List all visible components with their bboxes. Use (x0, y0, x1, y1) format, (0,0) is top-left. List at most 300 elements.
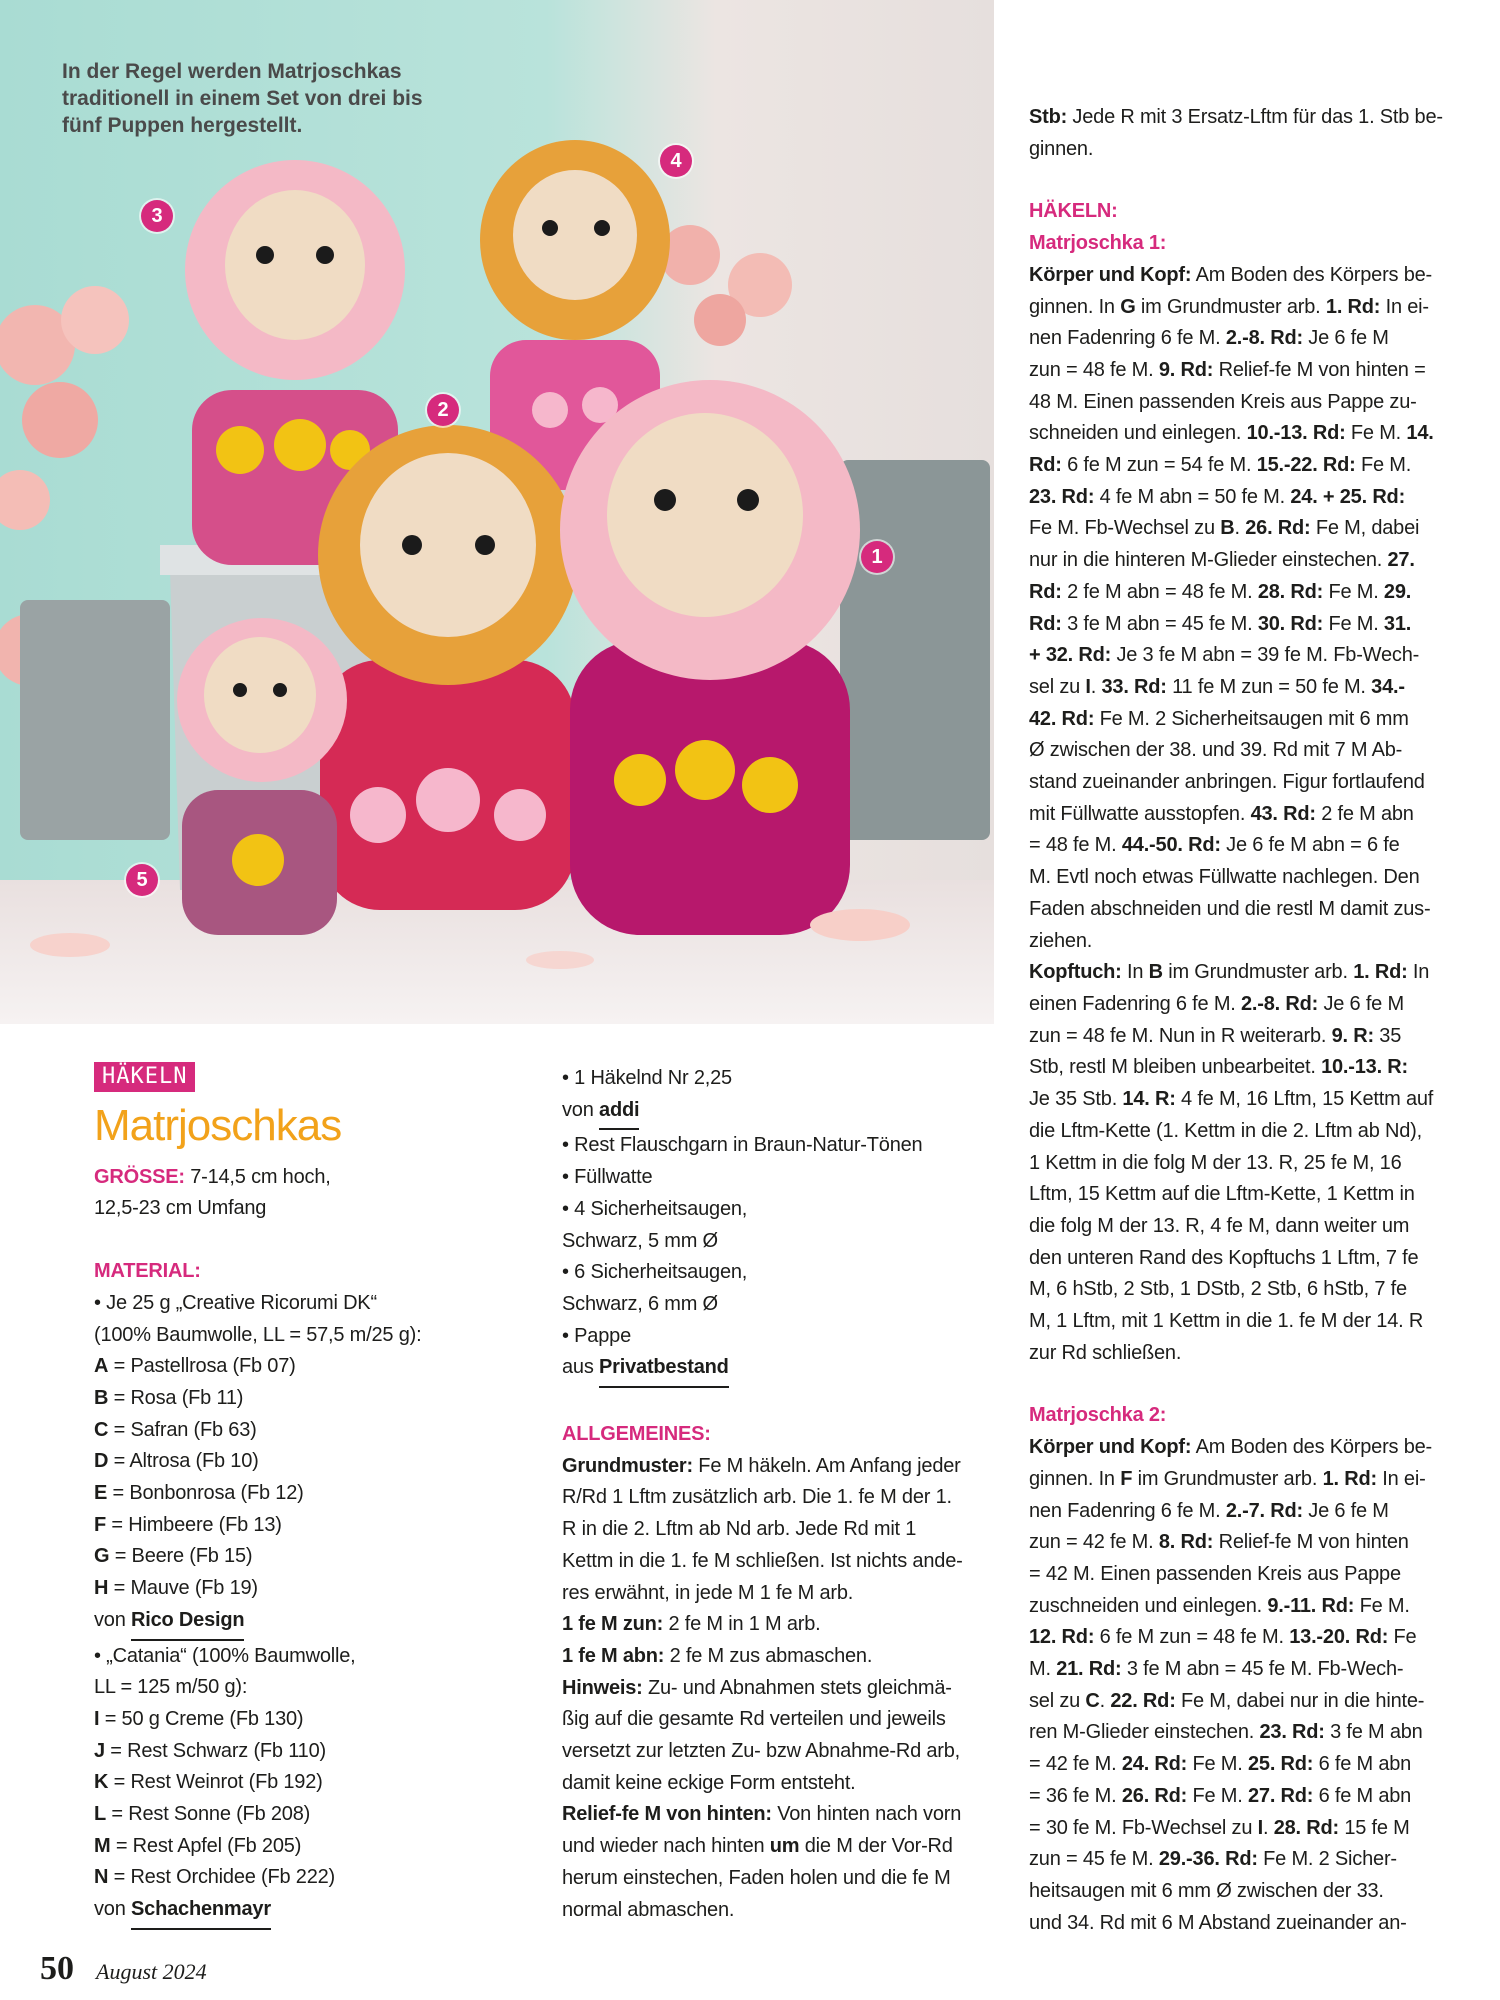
text-line (562, 1895, 1002, 1927)
text-run: Relief-fe M von hinten = (1213, 358, 1426, 381)
bold-term: 29.-36. Rd: (1158, 1848, 1258, 1871)
text-run: zun = 48 fe M. Nun in R weiterarb. (1029, 1024, 1332, 1047)
bold-term: Körper und Kopf: (1029, 1436, 1192, 1459)
text-run: Fe M. 2 Sicher- (1257, 1848, 1397, 1871)
general-column (562, 1063, 1002, 1926)
text-line (1029, 1717, 1475, 1749)
matryoshka-2-heading: Matrjoschka 2: (1029, 1404, 1167, 1427)
bold-term: Rd: (1029, 454, 1062, 477)
bold-term: Stb: (1029, 106, 1068, 128)
text-line (1029, 1116, 1475, 1148)
text-run: Fe M. (1187, 1784, 1248, 1807)
text-run: 4 fe M abn = 50 fe M. (1094, 485, 1291, 508)
bold-term: Körper und Kopf: (1029, 263, 1192, 286)
color-item (94, 1415, 544, 1447)
color-name: = Bonbonrosa (Fb 12) (107, 1482, 304, 1505)
vendor-name: Rico Design (131, 1605, 244, 1641)
text-run: 4 fe M, 16 Lftm, 15 Kettm auf (1175, 1088, 1434, 1111)
bold-term: 29. (1383, 580, 1412, 603)
text-run: Jede R mit 3 Ersatz-Lftm für das 1. Stb be- (1067, 106, 1443, 128)
text-line (562, 1578, 1002, 1610)
text-line (1029, 989, 1475, 1021)
vendor-prefix: aus (562, 1356, 600, 1379)
text-run: = 48 fe M. (1029, 834, 1122, 857)
color-key: G (94, 1545, 110, 1568)
text-run: ginnen. In (1029, 1467, 1121, 1490)
page-number: 50 (40, 1950, 74, 1987)
color-item (94, 1704, 544, 1736)
text-run: zun = 42 fe M. (1029, 1531, 1159, 1554)
text-line (1029, 1876, 1475, 1908)
text-line (1029, 926, 1475, 958)
bold-term: 14. (1406, 422, 1434, 445)
text-line (1029, 134, 1475, 166)
text-run: im Grundmuster arb. (1135, 295, 1326, 318)
text-line (1029, 1559, 1475, 1591)
text-line (1029, 418, 1475, 450)
text-run: ren M-Glieder einstechen. (1029, 1721, 1260, 1744)
text-line (1029, 260, 1475, 292)
text-line (1029, 735, 1475, 767)
bold-term: 26. Rd: (1245, 517, 1311, 540)
color-list (94, 1351, 544, 1605)
text-line (1029, 894, 1475, 926)
bold-term: um (769, 1835, 800, 1858)
text-line (1029, 1338, 1475, 1370)
text-run: ziehen. (1029, 929, 1093, 952)
color-item (94, 1862, 544, 1894)
text-run: nen Fadenring 6 fe M. (1029, 1499, 1226, 1522)
text-run: stand zueinander anbringen. Figur fortlaufend (1029, 771, 1425, 794)
text-line (1029, 1527, 1475, 1559)
page-footer (40, 1950, 207, 1988)
text-line (1029, 387, 1475, 419)
bold-term: I (1257, 1816, 1263, 1839)
text-line (1029, 1591, 1475, 1623)
bold-term: 23. Rd: (1259, 1721, 1325, 1744)
text-line (562, 1514, 1002, 1546)
color-item (94, 1383, 544, 1415)
text-run: Je 35 Stb. (1029, 1088, 1123, 1111)
bold-term: 24. + 25. Rd: (1290, 485, 1406, 508)
bold-term: Relief-fe M von hinten: (562, 1803, 772, 1826)
text-run: die folg M der 13. R, 4 fe M, dann weiter um (1029, 1214, 1410, 1237)
bold-term: F (1120, 1467, 1133, 1490)
text-run: In ei- (1380, 295, 1429, 318)
vendor-name: Privatbestand (599, 1352, 729, 1388)
material-heading: MATERIAL: (94, 1260, 201, 1283)
text-line (1029, 1749, 1475, 1781)
text-line (562, 1768, 1002, 1800)
materials-column (94, 1062, 544, 1930)
doll-2 (318, 425, 578, 910)
text-run: . (1262, 1816, 1274, 1839)
text-run: Relief-fe M von hinten (1213, 1531, 1409, 1554)
extras-item: • 4 Sicherheitsaugen, (562, 1197, 748, 1220)
text-run: 1 Kettm in die folg M der 13. R, 25 fe M, 16 (1029, 1151, 1402, 1174)
bold-term: 2.-7. Rd: (1225, 1499, 1303, 1522)
text-line (1029, 1813, 1475, 1845)
bold-term: 1 fe M abn: (562, 1644, 665, 1667)
bold-term: 28. Rd: (1273, 1816, 1339, 1839)
text-run: Fe M, dabei (1310, 517, 1420, 540)
text-run: Fe M, dabei nur in die hinte- (1175, 1689, 1425, 1712)
text-line (1029, 672, 1475, 704)
extras-item: Schwarz, 6 mm Ø (562, 1292, 718, 1315)
text-run: Am Boden des Körpers be- (1191, 263, 1433, 286)
text-line (1029, 1908, 1475, 1940)
doll-1 (560, 380, 860, 935)
text-line (1029, 355, 1475, 387)
matryoshka-2-text (1029, 1432, 1475, 1939)
text-run: Je 6 fe M (1302, 1499, 1389, 1522)
text-run: nur in die hinteren M-Glieder einstechen. (1029, 549, 1388, 572)
bold-term: 22. Rd: (1110, 1689, 1176, 1712)
text-run: R/Rd 1 Lftm zusätzlich arb. Die 1. fe M der 1. (562, 1486, 952, 1509)
color-name: = Pastellrosa (Fb 07) (108, 1355, 296, 1378)
bold-term: 1 fe M zun: (562, 1613, 664, 1636)
bold-term: 1. Rd: (1322, 1467, 1377, 1490)
text-line (1029, 1622, 1475, 1654)
text-run: mit Füllwatte ausstopfen. (1029, 802, 1251, 825)
crochet-heading: HÄKELN: (1029, 200, 1118, 223)
text-line (1029, 1148, 1475, 1180)
text-line (1029, 577, 1475, 609)
text-run: Fe M. (1355, 454, 1412, 477)
text-run: 2 fe M in 1 M arb. (663, 1613, 821, 1636)
general-heading: ALLGEMEINES: (562, 1423, 711, 1446)
text-run: ßig auf die gesamte Rd verteilen und jeweils (562, 1708, 946, 1731)
color-key: H (94, 1577, 109, 1600)
text-run: ginnen. (1029, 137, 1094, 160)
color-name: = Rest Schwarz (Fb 110) (104, 1739, 326, 1762)
text-line (562, 1482, 1002, 1514)
text-line (1029, 1243, 1475, 1275)
color-item (94, 1510, 544, 1542)
bold-term: 27. (1387, 549, 1415, 572)
bold-term: 26. Rd: (1121, 1784, 1188, 1807)
text-run: nen Fadenring 6 fe M. (1029, 327, 1226, 350)
text-run: = 42 M. Einen passenden Kreis aus Pappe (1029, 1562, 1401, 1585)
text-line (1029, 609, 1475, 641)
color-item (94, 1767, 544, 1799)
text-run: . (1234, 517, 1246, 540)
text-line (1029, 1432, 1475, 1464)
text-run: die M der Vor-Rd (799, 1835, 953, 1858)
doll-number-badge: 1 (861, 541, 893, 573)
text-line (1029, 862, 1475, 894)
text-run: zur Rd schließen. (1029, 1341, 1182, 1364)
text-run: im Grundmuster arb. (1162, 961, 1354, 984)
text-run: heitsaugen mit 6 mm Ø zwischen der 33. (1029, 1879, 1384, 1902)
text-run: In (1407, 961, 1430, 984)
text-run: Am Boden des Körpers be- (1191, 1436, 1433, 1459)
material-line: • „Catania“ (100% Baumwolle, (94, 1644, 356, 1667)
color-item (94, 1446, 544, 1478)
text-run: schneiden und einlegen. (1029, 422, 1247, 445)
text-line (1029, 1052, 1475, 1084)
text-run: 15 fe M (1338, 1816, 1410, 1839)
color-key: M (94, 1834, 111, 1857)
text-run: . (1090, 675, 1102, 698)
text-line (562, 1451, 1002, 1483)
bold-term: 43. Rd: (1250, 802, 1316, 825)
bold-term: 2.-8. Rd: (1241, 992, 1319, 1015)
text-line (1029, 1274, 1475, 1306)
bold-term: Rd: (1029, 612, 1062, 635)
text-run: Fe M. (1354, 1594, 1410, 1617)
text-run: die Lftm-Kette (1. Kettm in die 2. Lftm ab Nd), (1029, 1119, 1422, 1142)
text-line (1029, 1844, 1475, 1876)
text-run: herum einstechen, Faden holen und die fe M (562, 1866, 951, 1889)
text-line (1029, 102, 1475, 134)
text-run: Kettm in die 1. fe M schließen. Ist nichts ande- (562, 1549, 963, 1572)
doll-number-badge: 4 (660, 145, 692, 177)
text-line (1029, 513, 1475, 545)
color-name: = Beere (Fb 15) (109, 1545, 253, 1568)
text-run: Fe M häkeln. Am Anfang jeder (692, 1454, 961, 1477)
text-line (1029, 450, 1475, 482)
bold-term: I (1085, 675, 1091, 698)
text-run: ginnen. In (1029, 295, 1121, 318)
text-run: 2 fe M zus abmaschen. (664, 1644, 873, 1667)
page-title: Matrjoschkas (94, 1100, 342, 1150)
text-run: Fe M. Fb-Wechsel zu (1029, 517, 1221, 540)
bold-term: 9. R: (1331, 1024, 1374, 1047)
color-item (94, 1541, 544, 1573)
text-run: und wieder nach hinten (562, 1835, 770, 1858)
extras-item: • Pappe (562, 1324, 631, 1347)
text-run: M, 6 hStb, 2 Stb, 1 DStb, 2 Stb, 6 hStb, 7 fe (1029, 1278, 1407, 1301)
bold-term: Hinweis: (562, 1676, 643, 1699)
text-line (562, 1641, 1002, 1673)
doll-number-badge: 2 (427, 394, 459, 426)
text-line (1029, 1464, 1475, 1496)
material-line: LL = 125 m/50 g): (94, 1676, 248, 1699)
text-run: Fe M. (1345, 422, 1407, 445)
matryoshka-1-text (1029, 260, 1475, 1370)
text-run: Lftm, 15 Kettm auf die Lftm-Kette, 1 Kettm in (1029, 1183, 1415, 1206)
text-run: 3 fe M abn = 45 fe M. (1061, 612, 1258, 635)
general-text (562, 1451, 1002, 1927)
text-run: Fe M. 2 Sicherheitsaugen mit 6 mm (1094, 707, 1409, 730)
color-key: F (94, 1513, 107, 1536)
text-run: damit keine eckige Form entsteht. (562, 1771, 856, 1794)
text-line (1029, 1211, 1475, 1243)
text-run: Je 3 fe M abn = 39 fe M. Fb-Wech- (1111, 644, 1420, 667)
bold-term: 23. Rd: (1029, 485, 1095, 508)
text-line (1029, 799, 1475, 831)
text-run: 6 fe M zun = 54 fe M. (1061, 454, 1257, 477)
text-line (1029, 545, 1475, 577)
bold-term: 10.-13. R: (1321, 1056, 1409, 1079)
text-run: zun = 45 fe M. (1029, 1848, 1159, 1871)
text-run: 6 fe M abn (1313, 1753, 1412, 1776)
vendor-prefix: von (94, 1898, 132, 1921)
color-name: = Mauve (Fb 19) (108, 1577, 258, 1600)
bold-term: 1. Rd: (1325, 295, 1381, 318)
text-run: Fe (1388, 1626, 1417, 1649)
text-line (1029, 1179, 1475, 1211)
bold-term: B (1220, 517, 1235, 540)
material-line: • 1 Häkelnd Nr 2,25 (562, 1067, 732, 1089)
bold-term: 21. Rd: (1056, 1658, 1122, 1681)
extras-item: • Rest Flauschgarn in Braun-Natur-Tönen (562, 1134, 923, 1157)
color-key: C (94, 1418, 109, 1441)
bold-term: 14. R: (1122, 1088, 1176, 1111)
text-run: Fe M. (1323, 612, 1384, 635)
color-item (94, 1736, 544, 1768)
bold-term: 8. Rd: (1158, 1531, 1214, 1554)
text-run: einen Fadenring 6 fe M. (1029, 992, 1241, 1015)
text-run: Je 6 fe M (1302, 327, 1389, 350)
text-line (562, 1704, 1002, 1736)
bold-term: G (1120, 295, 1136, 318)
bold-term: Grundmuster: (562, 1454, 693, 1477)
text-run: sel zu (1029, 675, 1086, 698)
color-item (94, 1831, 544, 1863)
color-name: = Altrosa (Fb 10) (108, 1450, 259, 1473)
text-run: Stb, restl M bleiben unbearbeitet. (1029, 1056, 1322, 1079)
text-line (1029, 292, 1475, 324)
extras-item: • 6 Sicherheitsaugen, (562, 1261, 748, 1284)
text-run: Zu- und Abnahmen stets gleichmä- (642, 1676, 952, 1699)
bold-term: 12. Rd: (1029, 1626, 1095, 1649)
vendor-prefix: von (94, 1608, 132, 1631)
text-run: res erwähnt, in jede M 1 fe M arb. (562, 1581, 854, 1604)
text-run: In (1121, 961, 1149, 984)
text-run: M. Evtl noch etwas Füllwatte nachlegen. Den (1029, 866, 1420, 889)
color-key: N (94, 1866, 109, 1889)
text-line (1029, 767, 1475, 799)
text-run: Faden abschneiden und die restl M damit zus- (1029, 897, 1431, 920)
color-key: E (94, 1482, 108, 1505)
color-name: = Rest Weinrot (Fb 192) (108, 1771, 323, 1794)
text-run: 2 fe M abn (1315, 802, 1414, 825)
bold-term: 9. Rd: (1158, 358, 1214, 381)
text-run: Fe M. (1323, 580, 1384, 603)
text-run: und 34. Rd mit 6 M Abstand zueinander an- (1029, 1911, 1407, 1934)
vendor-prefix: von (562, 1098, 600, 1121)
text-line (1029, 1306, 1475, 1338)
color-name: = Rest Orchidee (Fb 222) (108, 1866, 336, 1889)
text-run: den unteren Rand des Kopftuchs 1 Lftm, 7 fe (1029, 1246, 1419, 1269)
matryoshka-1-heading: Matrjoschka 1: (1029, 232, 1167, 255)
text-run: 11 fe M zun = 50 fe M. (1166, 675, 1372, 698)
color-item (94, 1351, 544, 1383)
bold-term: 1. Rd: (1353, 961, 1408, 984)
text-run: 3 fe M abn (1324, 1721, 1423, 1744)
text-run: Ø zwischen der 38. und 39. Rd mit 7 M Ab- (1029, 739, 1403, 762)
color-item (94, 1799, 544, 1831)
text-run: Von hinten nach vorn (771, 1803, 962, 1826)
text-run: 6 fe M zun = 48 fe M. (1094, 1626, 1290, 1649)
color-key: A (94, 1355, 109, 1378)
doll-number-badge: 3 (141, 200, 173, 232)
text-line (1029, 1686, 1475, 1718)
text-run: zun = 48 fe M. (1029, 358, 1159, 381)
bold-term: + 32. Rd: (1029, 644, 1112, 667)
size-label: GRÖSSE: (94, 1165, 185, 1188)
text-run: M, 1 Lftm, mit 1 Kettm in die 1. fe M der 14. R (1029, 1310, 1424, 1333)
text-run: Je 6 fe M abn = 6 fe (1220, 834, 1400, 857)
color-key: I (94, 1707, 100, 1730)
extras-item: Schwarz, 5 mm Ø (562, 1229, 718, 1252)
bold-term: 9.-11. Rd: (1267, 1594, 1355, 1617)
section-tag: HÄKELN (94, 1062, 195, 1092)
stb-note (1029, 102, 1475, 165)
color-key: L (94, 1803, 107, 1826)
text-line (562, 1863, 1002, 1895)
text-line (1029, 323, 1475, 355)
text-line (1029, 704, 1475, 736)
color-name: = Safran (Fb 63) (108, 1418, 257, 1441)
bold-term: Rd: (1029, 580, 1062, 603)
bold-term: 27. Rd: (1247, 1784, 1314, 1807)
text-line (1029, 482, 1475, 514)
text-run: . (1099, 1689, 1111, 1712)
text-line (562, 1736, 1002, 1768)
color-list (94, 1704, 544, 1894)
text-run: = 42 fe M. (1029, 1753, 1122, 1776)
text-line (562, 1546, 1002, 1578)
material-line: • Je 25 g „Creative Ricorumi DK“ (94, 1291, 377, 1314)
text-run: = 36 fe M. (1029, 1784, 1122, 1807)
bold-term: B (1148, 961, 1163, 984)
text-run: 3 fe M abn = 45 fe M. Fb-Wech- (1121, 1658, 1404, 1681)
color-name: = Himbeere (Fb 13) (106, 1513, 282, 1536)
text-run: im Grundmuster arb. (1132, 1467, 1323, 1490)
text-run: Je 6 fe M (1318, 992, 1404, 1015)
bold-term: 44.-50. Rd: (1121, 834, 1221, 857)
text-line (1029, 1654, 1475, 1686)
bold-term: C (1085, 1689, 1100, 1712)
bold-term: 25. Rd: (1247, 1753, 1314, 1776)
text-line (1029, 957, 1475, 989)
color-key: D (94, 1450, 109, 1473)
photo-caption: In der Regel werden Matrjoschkas traditionell in einem Set von drei bis fünf Puppen hergestellt. (62, 60, 423, 137)
bold-term: 28. Rd: (1257, 580, 1324, 603)
text-run: normal abmaschen. (562, 1898, 735, 1921)
bold-term: 2.-8. Rd: (1225, 327, 1303, 350)
vendor-name: Schachenmayr (131, 1894, 271, 1930)
extras-list (562, 1130, 1002, 1352)
bold-term: 15.-22. Rd: (1256, 454, 1356, 477)
text-line (1029, 830, 1475, 862)
text-line (1029, 640, 1475, 672)
text-run: 2 fe M abn = 48 fe M. (1061, 580, 1258, 603)
text-run: R in die 2. Lftm ab Nd arb. Jede Rd mit 1 (562, 1518, 917, 1541)
text-line (1029, 1496, 1475, 1528)
color-name: = Rosa (Fb 11) (108, 1386, 244, 1409)
instructions-column (1029, 102, 1475, 1939)
text-run: M. (1029, 1658, 1057, 1681)
bold-term: 10.-13. Rd: (1246, 422, 1346, 445)
extras-item: • Füllwatte (562, 1166, 653, 1189)
text-run: 35 (1373, 1024, 1402, 1047)
text-run: Fe M. (1187, 1753, 1248, 1776)
size-line: 12,5-23 cm Umfang (94, 1197, 267, 1220)
size-line: 7-14,5 cm hoch, (184, 1165, 331, 1188)
issue-date: August 2024 (96, 1959, 207, 1984)
text-line (1029, 1084, 1475, 1116)
color-name: = 50 g Creme (Fb 130) (99, 1707, 304, 1730)
text-run: In ei- (1376, 1467, 1426, 1490)
bold-term: 42. Rd: (1029, 707, 1095, 730)
text-run: 48 M. Einen passenden Kreis aus Pappe zu- (1029, 390, 1417, 413)
color-name: = Rest Apfel (Fb 205) (110, 1834, 302, 1857)
text-line (1029, 1021, 1475, 1053)
